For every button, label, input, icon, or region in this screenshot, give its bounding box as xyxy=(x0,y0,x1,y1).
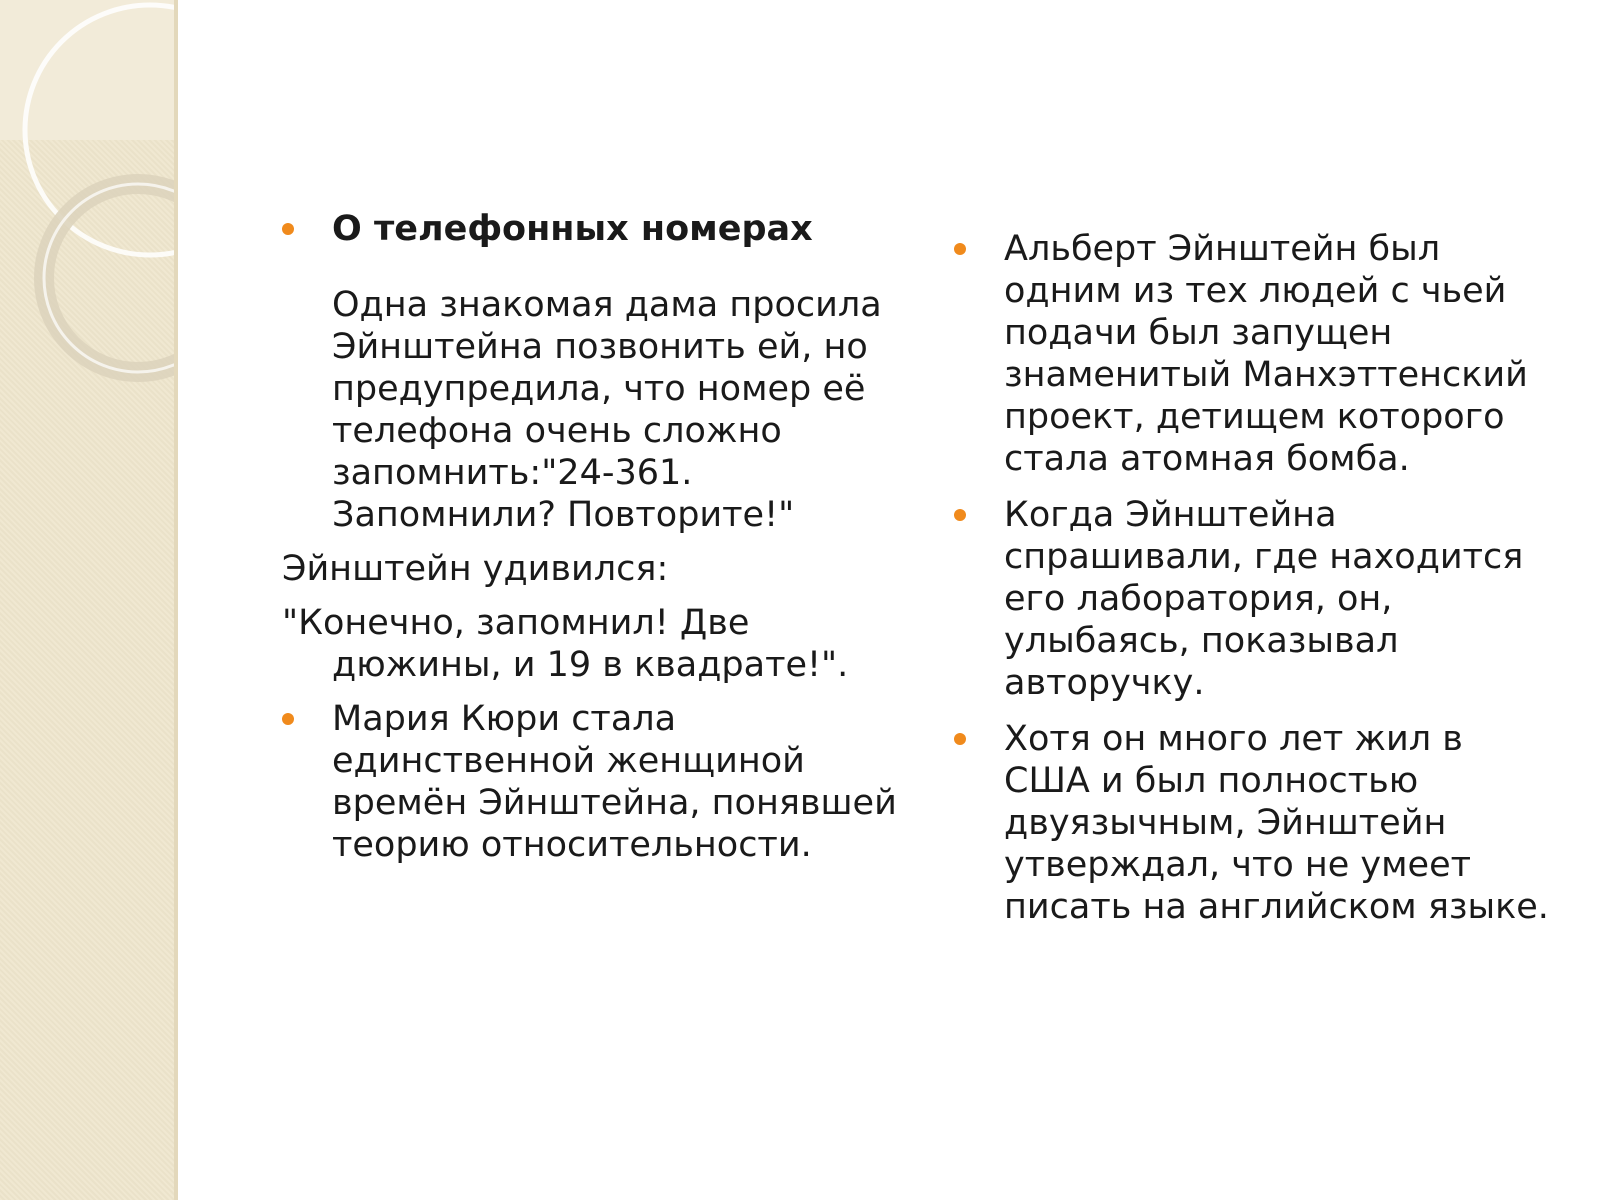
section-heading: О телефонных номерах xyxy=(332,209,813,249)
reaction-paragraph: Эйнштейн удивился: xyxy=(282,549,669,589)
decorative-rings xyxy=(0,0,178,420)
anecdote-paragraph: Одна знакомая дама просила Эйнштейна позвонить ей, но предупредила, что номер её телефона очень сложно запомнить:"24-361. Запомнили? Повторите!" xyxy=(332,285,882,535)
list-item xyxy=(282,698,902,866)
list-item xyxy=(954,228,1554,480)
curie-fact: Мария Кюри стала единственной женщиной времён Эйнштейна, понявшей теорию относительности. xyxy=(332,699,897,865)
list-item xyxy=(954,494,1554,704)
bullet-dot-icon xyxy=(282,713,294,725)
list-item xyxy=(282,208,902,250)
bullet-dot-icon xyxy=(282,223,294,235)
bullet-dot-icon xyxy=(954,509,966,521)
fact-text: Альберт Эйнштейн был одним из тех людей с чьей подачи был запущен знаменитый Манхэттенский проект, детищем которого стала атомная бомба. xyxy=(1004,229,1528,479)
right-column xyxy=(954,228,1554,942)
fact-text: Хотя он много лет жил в США и был полностью двуязычным, Эйнштейн утверждал, что не умеет писать на английском языке. xyxy=(1004,719,1549,927)
bullet-dot-icon xyxy=(954,243,966,255)
thick-ring xyxy=(44,184,178,372)
left-column xyxy=(282,208,902,878)
fact-text: Когда Эйнштейна спрашивали, где находится его лаборатория, он, улыбаясь, показывал авторучку. xyxy=(1004,495,1524,703)
reply-paragraph: "Конечно, запомнил! Две дюжины, и 19 в квадрате!". xyxy=(282,603,849,685)
large-ring xyxy=(25,5,178,255)
decorative-side-panel xyxy=(0,0,178,1200)
bullet-dot-icon xyxy=(954,733,966,745)
list-item xyxy=(954,718,1554,928)
